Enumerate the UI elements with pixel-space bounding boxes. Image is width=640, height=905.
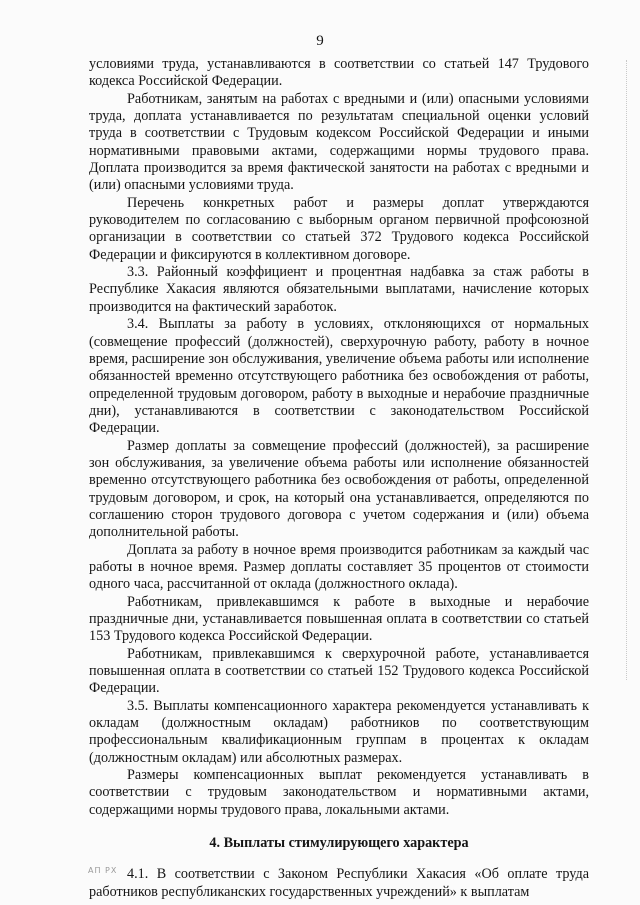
paragraph-4-1: 4.1. В соответствии с Законом Республики Хакасия «Об оплате труда работников республиканских государственных учреждений» к выплатам — [89, 866, 589, 900]
document-body — [89, 56, 589, 901]
paragraph-3-5: 3.5. Выплаты компенсационного характера рекомендуется устанавливать к окладам (должностным окладам) работников по соответствующим профессиональным квалификационным группам в процентах к окладам (должностным окладам) или абсолютных размерах. — [89, 697, 589, 766]
paragraph: Работникам, привлекавшимся к сверхурочной работе, устанавливается повышенная оплата в соответствии со статьей 152 Трудового кодекса Российской Федерации. — [89, 645, 589, 697]
paragraph: Перечень конкретных работ и размеры доплат утверждаются руководителем по согласованию с выборным органом первичной профсоюзной организации в соответствии со статьей 372 Трудового кодекса Российской Федерации и фиксируются в коллективном договоре. — [89, 194, 589, 263]
paragraph: Доплата за работу в ночное время производится работникам за каждый час работы в ночное время. Размер доплаты составляет 35 процентов от стоимости одного часа, рассчитанной от оклада (должностного оклада). — [89, 541, 589, 593]
paragraph: Размер доплаты за совмещение профессий (должностей), за расширение зон обслуживания, за увеличение объема работы или исполнение обязанностей временно отсутствующего работника без освобождения от работы, определенной трудовым договором, и срок, на который она устанавливается, определяются по соглашению сторон трудового договора с учетом содержания и (или) объема дополнительной работы. — [89, 437, 589, 541]
paragraph: условиями труда, устанавливаются в соответствии со статьей 147 Трудового кодекса Российской Федерации. — [89, 56, 589, 90]
scan-edge-artifact — [626, 60, 631, 680]
footer-stamp: АП РХ — [88, 866, 118, 875]
paragraph-3-4: 3.4. Выплаты за работу в условиях, отклоняющихся от нормальных (совмещение профессий (должностей), сверхурочную работу, работу в ночное время, расширение зон обслуживания, увеличение объема работы или исполнение обязанностей временно отсутствующего работника без освобождения от работы, определенной трудовым договором, работу в выходные и нерабочие праздничные дни), устанавливаются в соответствии с законодательством Российской Федерации. — [89, 316, 589, 437]
paragraph: Размеры компенсационных выплат рекомендуется устанавливать в соответствии с трудовым законодательством и нормативными актами, содержащими нормы трудового права, локальными актами. — [89, 767, 589, 818]
paragraph-3-3: 3.3. Районный коэффициент и процентная надбавка за стаж работы в Республике Хакасия являются обязательными выплатами, начисление которых производится на фактический заработок. — [89, 264, 589, 315]
page-number: 9 — [316, 33, 324, 49]
section-heading: 4. Выплаты стимулирующего характера — [209, 835, 469, 852]
paragraph: Работникам, привлекавшимся к работе в выходные и нерабочие праздничные дни, устанавливается повышенная оплата в соответствии со статьей 153 Трудового кодекса Российской Федерации. — [89, 593, 589, 645]
paragraph: Работникам, занятым на работах с вредными и (или) опасными условиями труда, доплата устанавливается по результатам специальной оценки условий труда в соответствии с Трудовым кодексом Российской Федерации и иными нормативными правовыми актами, содержащими нормы трудового права. Доплата производится за время фактической занятости на работах с вредными и (или) опасными условиями труда. — [89, 90, 589, 194]
